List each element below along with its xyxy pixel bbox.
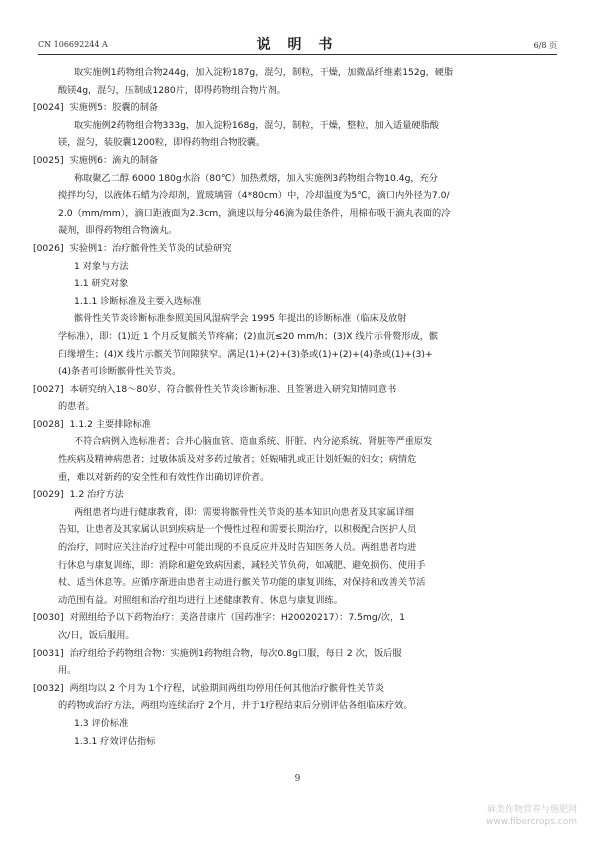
- paragraph: [33, 99, 555, 117]
- paragraph: [33, 486, 555, 504]
- line-text: 的药物或治疗方法，两组均连续治疗 2个月，并于1疗程结束后分别评估各组临床疗效。: [58, 700, 413, 712]
- text-line: [33, 152, 555, 170]
- line-text: 学标准），即：(1)近 1 个月反复髌关节疼痛；(2)血沉≤20 mm/h；(3)X 线片示骨赘形成，髌: [58, 330, 439, 342]
- paragraph: [33, 152, 555, 170]
- paragraph-number: [0027]: [33, 383, 64, 395]
- paragraph: [58, 170, 555, 240]
- line-text: 不符合病例入选标准者；合并心脑血管、造血系统、肝脏、内分泌系统、肾脏等严重原发: [74, 436, 433, 448]
- header-rule: [38, 54, 557, 55]
- text-line: [58, 170, 555, 188]
- line-text: 凝剂，即得药物组合物滴丸。: [58, 225, 178, 237]
- paragraph-number: [0028]: [33, 418, 64, 430]
- paragraph: [33, 680, 555, 715]
- text-line: [58, 64, 555, 82]
- paragraph: [58, 715, 555, 733]
- paragraph-number: [0031]: [33, 647, 64, 659]
- line-text: 次/日，饭后服用。: [58, 630, 135, 641]
- line-text: 1.1.1 诊断标准及主要入选标准: [74, 295, 202, 307]
- text-line: [58, 433, 555, 451]
- text-line: [58, 117, 555, 135]
- page-ratio: 6/8 页: [533, 41, 557, 50]
- line-text: 动范围有益。对照组和治疗组均进行上述健康教育、休息与康复训练。: [58, 594, 343, 606]
- text-line: [33, 240, 555, 258]
- line-text: 1.2 治疗方法: [69, 489, 124, 501]
- line-text: 1.3.1 疗效评估指标: [74, 735, 156, 747]
- paragraph: [58, 64, 555, 99]
- line-text: 取实施例1药物组合物244g，加入淀粉187g，混匀，制粒，干燥，加微晶纤维素152g，硬脂: [74, 67, 454, 78]
- line-text: 臼缘增生；(4)X 线片示髌关节间隙狭窄。满足(1)+(2)+(3)条或(1)+(2)+(4)条或(1)+(3)+: [58, 348, 433, 360]
- line-text: 取实施例2药物组合物333g，加入淀粉168g，混匀，制粒，干燥，整粒，加入适量硬脂酸: [74, 119, 439, 131]
- line-text: 本研究纳入18～80岁、符合髌骨性关节炎诊断标准、且签署进入研究知情同意书: [69, 383, 397, 395]
- line-text: 杖、适当休息等。应循序渐进由患者主动进行髌关节功能的康复训练，对保持和改善关节活: [58, 577, 426, 589]
- text-line: [58, 398, 555, 416]
- line-text: 髌骨性关节炎诊断标准参照美国风湿病学会 1995 年提出的诊断标准（临床及放射: [74, 313, 407, 325]
- page-header: [38, 34, 557, 56]
- text-line: [58, 733, 555, 751]
- line-text: 告知，让患者及其家属认识到疾病是一个慢性过程和需要长期治疗，以积极配合医护人员: [58, 524, 417, 536]
- text-line: [33, 609, 555, 627]
- text-line: [33, 381, 555, 399]
- watermark: [486, 804, 577, 828]
- paragraph-number: [0029]: [33, 489, 64, 501]
- paragraph: [33, 645, 555, 680]
- line-text: (4)条者可诊断髌骨性关节炎。: [58, 366, 182, 378]
- text-line: [33, 680, 555, 698]
- document-title: 说 明 书: [256, 37, 339, 53]
- paragraph: [58, 275, 555, 293]
- text-line: [58, 504, 555, 522]
- text-line: [58, 328, 555, 346]
- paragraph-number: [0024]: [33, 102, 64, 114]
- text-line: [58, 346, 555, 364]
- text-line: [58, 697, 555, 715]
- line-text: 治疗组给予药物组合物：实施例1药物组合物，每次0.8g口服，每日 2 次，饭后服: [69, 647, 402, 659]
- text-line: [58, 258, 555, 276]
- line-text: 用。: [58, 665, 77, 677]
- text-line: [58, 539, 555, 557]
- text-line: [58, 574, 555, 592]
- paragraph: [58, 433, 555, 486]
- line-text: 酸镁4g，混匀，压制成1280片，即得药物组合物片剂。: [58, 84, 286, 96]
- line-text: 1.1.2 主要排除标准: [69, 418, 151, 430]
- text-line: [58, 134, 555, 152]
- line-text: 1.3 评价标准: [74, 717, 129, 729]
- text-line: [58, 521, 555, 539]
- text-line: [58, 662, 555, 680]
- text-line: [58, 592, 555, 610]
- line-text: 行休息与康复训练，即：消除和避免致病因素，减轻关节负荷，如减肥、避免损伤、使用手: [58, 559, 426, 571]
- text-line: [58, 715, 555, 733]
- document-body: [33, 64, 555, 750]
- line-text: 两组患者均进行健康教育，即：需要将髌骨性关节炎的基本知识向患者及其家属详细: [74, 506, 414, 518]
- paragraph: [58, 310, 555, 380]
- paragraph: [33, 381, 555, 416]
- page-number: 9: [294, 774, 301, 784]
- text-line: [58, 627, 555, 645]
- text-line: [58, 275, 555, 293]
- paragraph: [33, 416, 555, 434]
- paragraph: [58, 293, 555, 311]
- line-text: 对照组给予以下药物治疗：美洛昔康片（国药准字：H20020217）：7.5mg/次，1: [69, 612, 406, 624]
- line-text: 实施例6：滴丸的制备: [69, 154, 159, 166]
- paragraph-number: [0026]: [33, 242, 64, 254]
- paragraph: [58, 504, 555, 610]
- watermark-line-2: www.fibercrops.com: [486, 817, 577, 827]
- line-text: 的治疗，同时应关注治疗过程中可能出现的不良反应并及时告知医务人员。两组患者均进: [58, 542, 417, 554]
- text-line: [33, 486, 555, 504]
- text-line: [33, 416, 555, 434]
- paragraph: [58, 258, 555, 276]
- text-line: [58, 310, 555, 328]
- text-line: [58, 469, 555, 487]
- text-line: [58, 222, 555, 240]
- text-line: [58, 293, 555, 311]
- line-text: 称取聚乙二醇 6000 180g水浴（80℃）加热煮熔，加入实施例3药物组合物10.4g，充分: [74, 172, 438, 184]
- line-text: 实施例5：胶囊的制备: [69, 102, 159, 114]
- paragraph-number: [0032]: [33, 682, 64, 694]
- text-line: [58, 82, 555, 100]
- text-line: [58, 205, 555, 223]
- line-text: 重，难以对新药的安全性和有效性作出确切评价者。: [58, 471, 270, 483]
- line-text: 性疾病及精神病患者；过敏体质及对多药过敏者；妊娠哺乳或正计划妊娠的妇女；病情危: [58, 454, 417, 466]
- line-text: 的患者。: [58, 401, 95, 413]
- line-text: 实验例1：治疗髌骨性关节炎的试验研究: [69, 242, 232, 254]
- paragraph: [58, 733, 555, 751]
- text-line: [58, 363, 555, 381]
- paragraph-number: [0030]: [33, 612, 64, 624]
- paragraph-number: [0025]: [33, 154, 64, 166]
- text-line: [33, 99, 555, 117]
- paragraph: [58, 117, 555, 152]
- line-text: 搅拌均匀，以液体石蜡为冷却剂，置玻璃管（4*80cm）中，冷却温度为5℃，滴口内外径为7.0/: [58, 190, 450, 202]
- paragraph: [33, 240, 555, 258]
- watermark-line-1: 麻类作物营养与施肥网: [486, 805, 577, 815]
- line-text: 1.1 研究对象: [74, 278, 129, 290]
- line-text: 镁，混匀，装胶囊1200粒，即得药物组合物胶囊。: [58, 137, 266, 149]
- line-text: 2.0（mm/mm），滴口距液面为2.3cm，滴速以每分46滴为最佳条件，用棉布吸干滴丸表面的冷: [58, 207, 451, 219]
- text-line: [58, 187, 555, 205]
- text-line: [33, 645, 555, 663]
- line-text: 两组均以 2 个月为 1个疗程，试验期间两组均停用任何其他治疗髌骨性关节炎: [69, 682, 385, 694]
- paragraph: [33, 609, 555, 644]
- patent-number: CN 106692244 A: [38, 40, 108, 49]
- text-line: [58, 451, 555, 469]
- text-line: [58, 557, 555, 575]
- line-text: 1 对象与方法: [74, 260, 129, 272]
